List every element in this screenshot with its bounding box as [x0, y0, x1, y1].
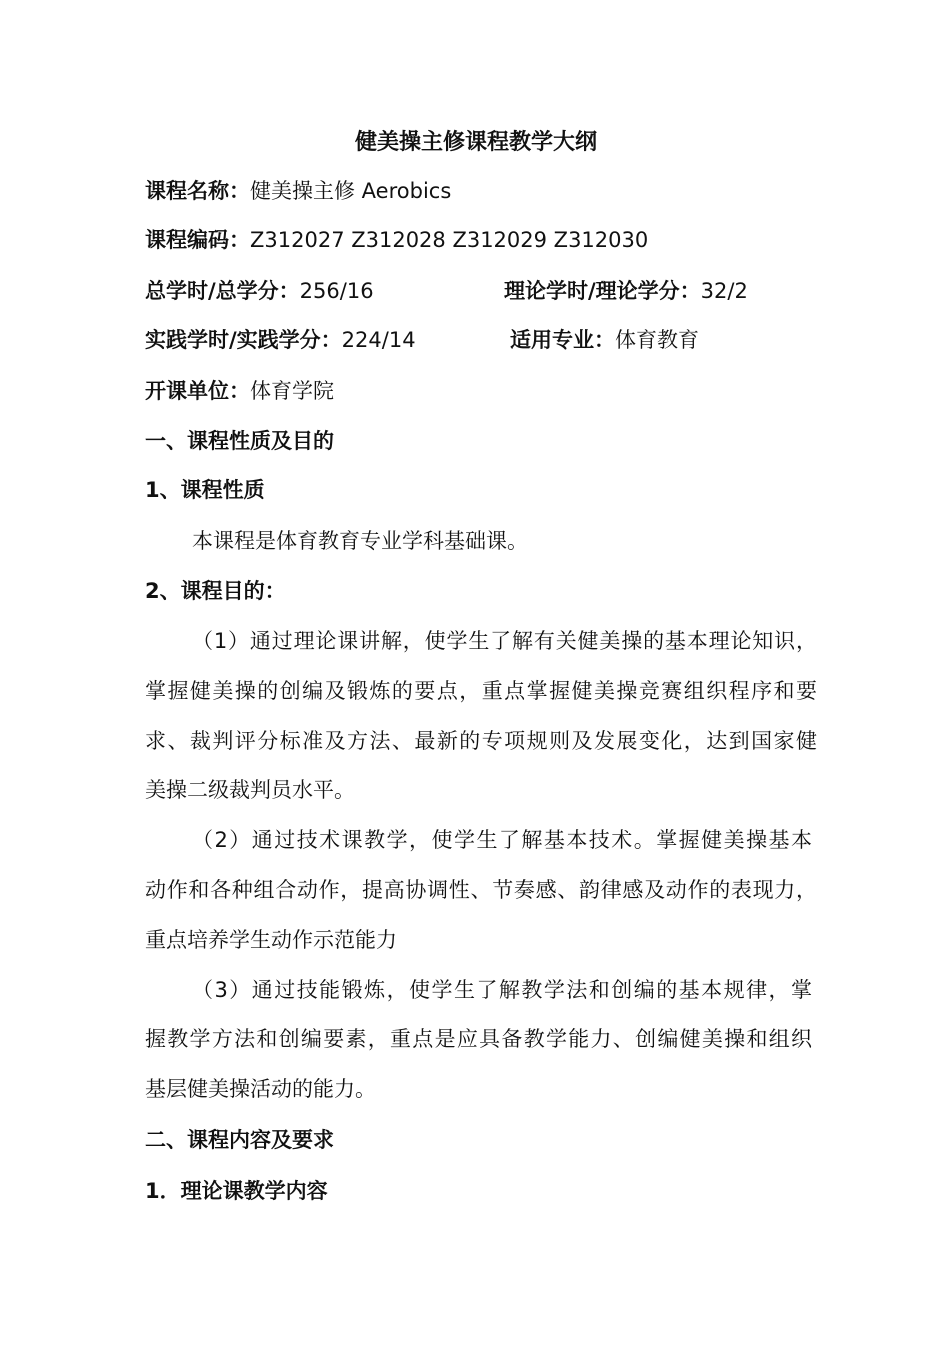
section2-sub-heading: 1．理论课教学内容	[145, 1179, 328, 1203]
section1-heading: 一、课程性质及目的	[145, 429, 334, 453]
goal1-line-1: （1）通过理论课讲解，使学生了解有关健美操的基本理论知识，	[192, 629, 817, 653]
department-label: 开课单位：	[145, 379, 250, 403]
goal1-line-2: 掌握健美操的创编及锻炼的要点，重点掌握健美操竞赛组织程序和要	[145, 679, 817, 703]
course-code-label: 课程编码：	[145, 228, 250, 252]
practice-hours-label: 实践学时/实践学分：	[145, 328, 342, 352]
course-code-value: Z312027 Z312028 Z312029 Z312030	[250, 228, 649, 252]
practice-hours-row	[145, 325, 416, 355]
major-value: 体育教育	[615, 328, 699, 352]
section2-heading: 二、课程内容及要求	[145, 1128, 334, 1152]
course-code-row	[145, 225, 648, 255]
nature-text: 本课程是体育教育专业学科基础课。	[192, 529, 528, 553]
goal3-line-1: （3）通过技能锻炼，使学生了解教学法和创编的基本规律，掌	[192, 978, 812, 1002]
course-name-value: 健美操主修 Aerobics	[250, 179, 452, 203]
goal3-line-2: 握教学方法和创编要素，重点是应具备教学能力、创编健美操和组织	[145, 1027, 812, 1051]
goal2-line-2: 动作和各种组合动作，提高协调性、节奏感、韵律感及动作的表现力，	[145, 878, 817, 902]
goal3-line-3: 基层健美操活动的能力。	[145, 1077, 376, 1101]
goal1-line-3: 求、裁判评分标准及方法、最新的专项规则及发展变化，达到国家健	[145, 729, 817, 753]
course-name-row	[145, 176, 451, 206]
theory-hours-row	[504, 276, 748, 306]
goal-heading: 2、课程目的：	[145, 579, 286, 603]
department-row	[145, 376, 334, 406]
course-name-label: 课程名称：	[145, 179, 250, 203]
major-row	[510, 325, 699, 355]
total-hours-label: 总学时/总学分：	[145, 279, 300, 303]
major-label: 适用专业：	[510, 328, 615, 352]
document-title: 健美操主修课程教学大纲	[354, 130, 597, 155]
goal1-line-4: 美操二级裁判员水平。	[145, 778, 355, 802]
practice-hours-value: 224/14	[341, 328, 416, 352]
total-hours-value: 256/16	[299, 279, 374, 303]
theory-hours-value: 32/2	[700, 279, 748, 303]
theory-hours-label: 理论学时/理论学分：	[504, 279, 701, 303]
goal2-line-3: 重点培养学生动作示范能力	[145, 928, 397, 952]
total-hours-row	[145, 276, 374, 306]
department-value: 体育学院	[250, 379, 334, 403]
goal2-line-1: （2）通过技术课教学，使学生了解基本技术。掌握健美操基本	[192, 828, 812, 852]
nature-heading: 1、课程性质	[145, 478, 265, 502]
